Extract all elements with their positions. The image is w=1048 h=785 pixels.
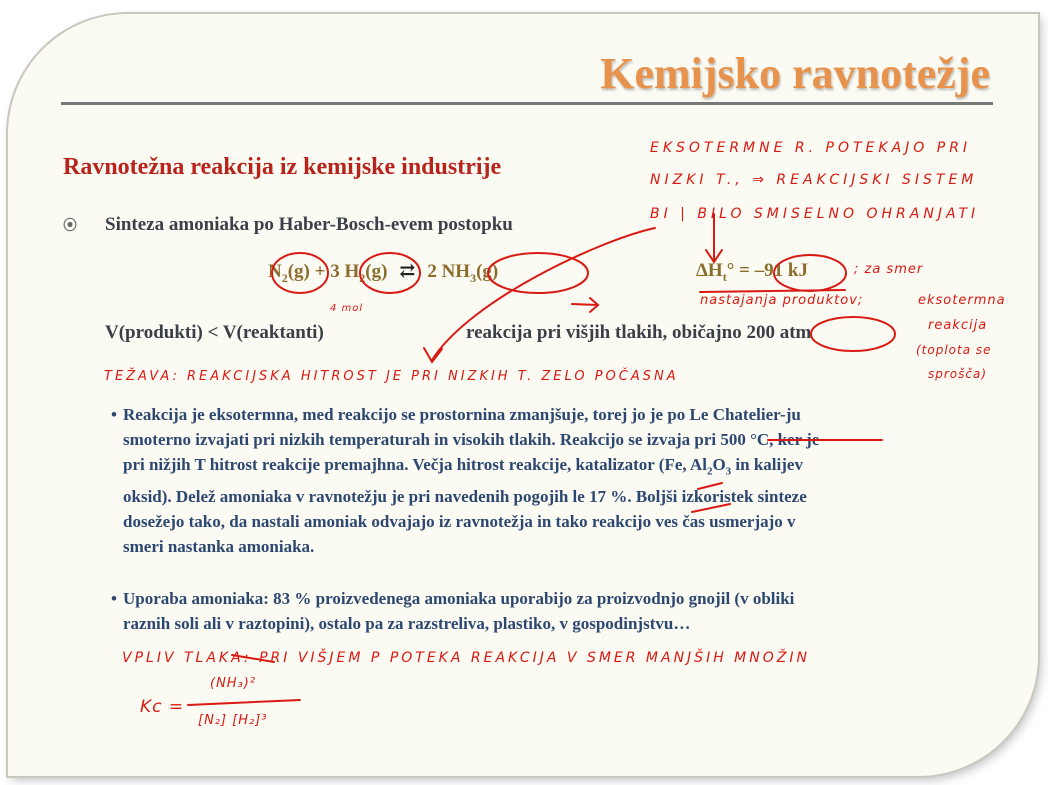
list-bullet: • [111, 589, 117, 608]
para1-line3-sub2: 3 [725, 465, 732, 478]
annotation-4mol: 4 mol [330, 303, 364, 314]
target-bullet-icon: ⦿ [63, 219, 77, 234]
annotation-eksotermna-1: eksotermna [918, 293, 1006, 308]
para1-line6: smeri nastanka amoniaka. [123, 537, 315, 557]
eq-product: 2 NH [427, 261, 471, 282]
eq-h-state: (g) [365, 261, 388, 282]
slide-subtitle: Ravnotežna reakcija iz kemijske industrije [63, 154, 502, 180]
para1-line1: Reakcija je eksotermna, med reakcijo se prostornina zmanjšuje, torej jo je po Le Chatelier-ju [123, 405, 801, 424]
para1-line5: dosežejo tako, da nastali amoniak odvajajo iz ravnotežja in tako reakcijo ves čas usmerjajo v [123, 512, 796, 532]
enthalpy-sub: t [722, 269, 727, 284]
volume-comparison: V(produkti) < V(reaktanti) [105, 322, 324, 343]
para1-line4: oksid). Delež amoniaka v ravnotežju je pri navedenih pogojih le 17 %. Boljši izkoristek sinteze [123, 487, 807, 507]
pressure-note: reakcija pri višjih tlakih, običajno 200 atm [466, 322, 812, 343]
eq-product-state: (g) [476, 261, 499, 282]
para1-line2: smoterno izvajati pri nizkih temperaturah in visokih tlakih. Reakcijo se izvaja pri 500 °C, ker je [123, 430, 820, 449]
enthalpy-symbol: ΔH [696, 260, 723, 281]
annotation-top-2: NIZKI T., ⇒ REAKCIJSKI SISTEM [650, 172, 978, 188]
annotation-eksotermna-3: (toplota se [916, 343, 992, 357]
underline-ethalpy [700, 290, 845, 292]
enthalpy-rest: ° = –91 kJ [726, 260, 808, 281]
circle-h2 [360, 253, 420, 293]
eq-n-sub: 2 [281, 270, 288, 285]
para1-line3a: pri nižjih T hitrost reakcije premajhna. Večja hitrost reakcije, katalizator (Fe, Al [123, 455, 707, 474]
slide-title: Kemijsko ravnotežje [600, 49, 990, 98]
circle-enthalpy [774, 255, 846, 291]
para1-line3c: in kalijev [731, 455, 803, 474]
para1-line3-sub: 2 [706, 465, 713, 478]
eq-mid: (g) + 3 H [287, 261, 360, 282]
annotation-kc-label: Kc = [140, 697, 185, 717]
para2-line2: raznih soli ali v raztopini), ostalo pa za razstreliva, plastiko, v gospodinjstvu… [123, 614, 691, 633]
para1-line3b: O [712, 455, 726, 474]
tlaka-cross [232, 655, 274, 662]
annotation-tezava: TEŽAVA: REAKCIJSKA HITROST JE PRI NIZKIH T. ZELO POČASNA [104, 369, 679, 384]
annotation-kc-numerator: (NH₃)² [210, 676, 257, 691]
eq-h-sub: 2 [359, 270, 366, 285]
big-curve-arrow [432, 228, 655, 360]
annotation-eksotermna-2: reakcija [928, 318, 988, 333]
eq-n: N [268, 261, 282, 282]
equilibrium-arrow-icon: ⇄ [399, 261, 416, 282]
underline-reakcijo [692, 504, 730, 512]
circle-n2 [272, 253, 328, 293]
para2-line1: Uporaba amoniaka: 83 % proizvedenega amoniaka uporabijo za proizvodnjo gnojil (v obliki [123, 589, 795, 608]
underline-17 [698, 483, 722, 489]
annotation-top-1: EKSOTERMNE R. POTEKAJO PRI [650, 140, 972, 156]
annotation-top-3: BI | BILO SMISELNO OHRANJATI [650, 206, 980, 222]
annotation-eksotermna-4: sprošča) [928, 367, 988, 381]
kc-fraction-bar [188, 700, 300, 705]
eq-product-sub: 3 [470, 270, 477, 285]
small-arrow-right [572, 298, 598, 312]
annotation-kc-denominator: [N₂] [H₂]³ [198, 713, 268, 728]
annotation-za-smer: ; za smer [854, 262, 924, 277]
circle-200atm [811, 317, 895, 351]
main-bullet-text: Sinteza amoniaka po Haber-Bosch-evem postopku [105, 214, 513, 235]
list-bullet: • [111, 405, 117, 424]
annotation-nastajanja: nastajanja produktov; [700, 293, 864, 308]
annotation-vpliv: VPLIV TLAKA: PRI VIŠJEM P POTEKA REAKCIJA V SMER MANJŠIH MNOŽIN [122, 650, 810, 666]
